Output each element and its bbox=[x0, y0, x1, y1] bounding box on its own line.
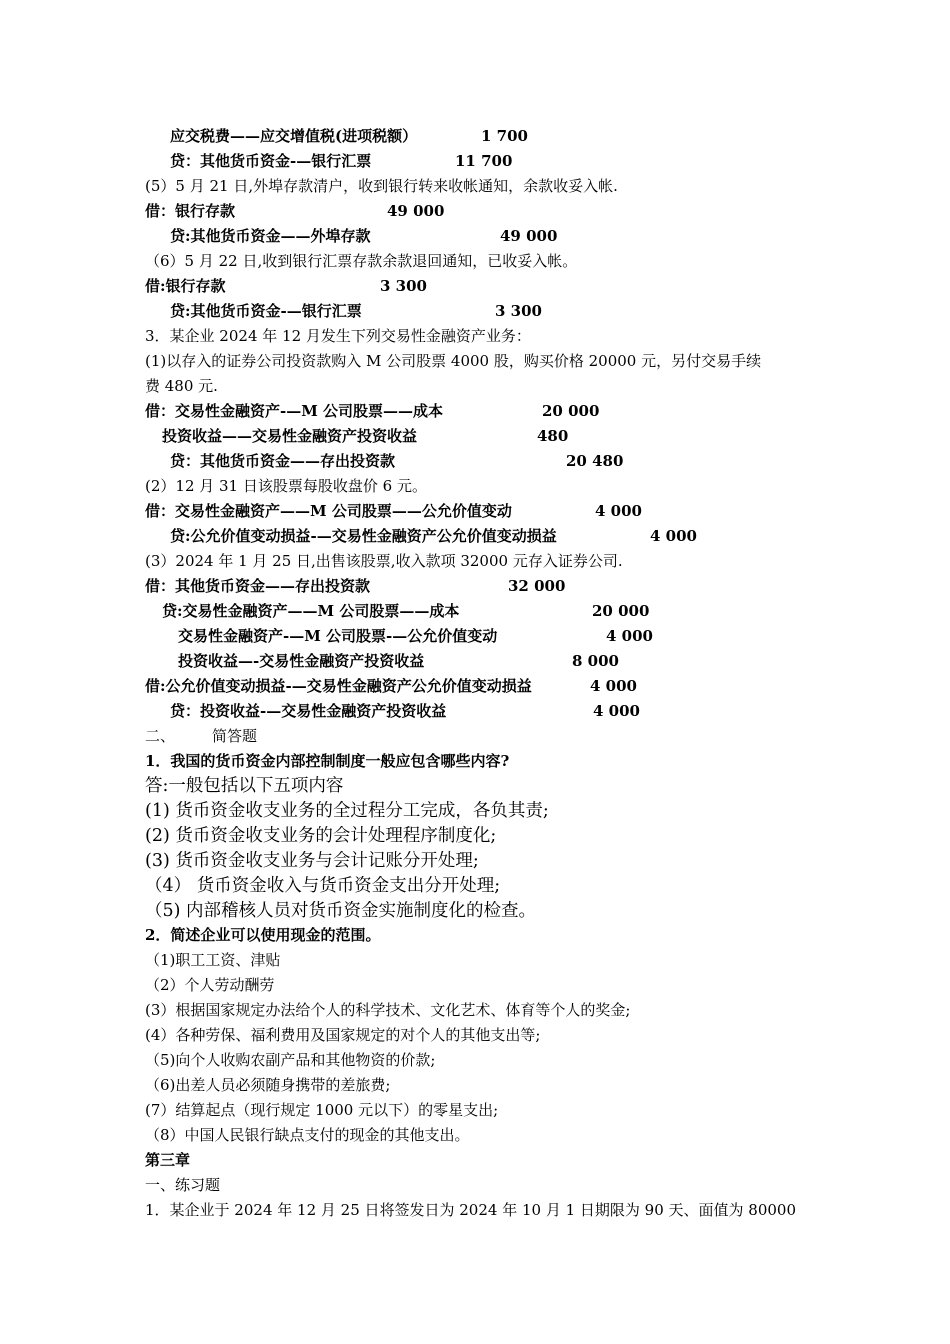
answer-line: (2) 货币资金收支业务的会计处理程序制度化; bbox=[145, 826, 497, 846]
text-line: 费 480 元. bbox=[145, 377, 218, 395]
entry-text: 贷：其他货币资金-—银行汇票 bbox=[170, 152, 372, 170]
list-item: （2）个人劳动酬劳 bbox=[145, 976, 275, 994]
entry-text: 贷:其他货币资金-—银行汇票 bbox=[170, 302, 362, 320]
question-heading: 1．我国的货币资金内部控制制度一般应包含哪些内容? bbox=[145, 752, 510, 770]
entry-text: 应交税费——应交增值税(进项税额） bbox=[170, 127, 418, 145]
list-item: （1)职工工资、津贴 bbox=[145, 951, 281, 969]
entry-amount: 20 480 bbox=[566, 452, 624, 470]
entry-text: 贷:其他货币资金——外埠存款 bbox=[170, 227, 371, 245]
entry-amount: 1 700 bbox=[481, 127, 528, 145]
entry-text: 贷：其他货币资金——存出投资款 bbox=[170, 452, 396, 470]
entry-amount: 3 300 bbox=[380, 277, 427, 295]
answer-line: (3) 货币资金收支业务与会计记账分开处理; bbox=[145, 851, 479, 871]
entry-text: 借:公允价值变动损益-—交易性金融资产公允价值变动损益 bbox=[145, 677, 532, 695]
entry-text: 投资收益—-交易性金融资产投资收益 bbox=[178, 652, 425, 670]
entry-text: 贷:交易性金融资产——M 公司股票——成本 bbox=[162, 602, 460, 620]
section-title: 简答题 bbox=[212, 727, 258, 745]
entry-amount: 32 000 bbox=[508, 577, 566, 595]
entry-amount: 4 000 bbox=[595, 502, 642, 520]
entry-amount: 49 000 bbox=[500, 227, 558, 245]
text-line: 3．某企业 2024 年 12 月发生下列交易性金融资产业务： bbox=[145, 327, 531, 345]
entry-amount: 4 000 bbox=[650, 527, 697, 545]
entry-amount: 20 000 bbox=[592, 602, 650, 620]
entry-text: 贷:公允价值变动损益-—交易性金融资产公允价值变动损益 bbox=[170, 527, 557, 545]
entry-amount: 11 700 bbox=[455, 152, 513, 170]
entry-amount: 20 000 bbox=[542, 402, 600, 420]
entry-text: 借：银行存款 bbox=[145, 202, 236, 220]
entry-text: 借：交易性金融资产-—M 公司股票——成本 bbox=[145, 402, 444, 420]
entry-amount: 480 bbox=[537, 427, 569, 445]
chapter-title: 第三章 bbox=[145, 1151, 191, 1169]
answer-line: (1) 货币资金收支业务的全过程分工完成，各负其责; bbox=[145, 801, 549, 821]
entry-amount: 49 000 bbox=[387, 202, 445, 220]
text-line: (5）5 月 21 日,外埠存款清户，收到银行转来收帐通知，余款收妥入帐. bbox=[145, 177, 618, 195]
entry-amount: 4 000 bbox=[590, 677, 637, 695]
list-item: （8）中国人民银行缺点支付的现金的其他支出。 bbox=[145, 1126, 470, 1144]
entry-text: 投资收益——交易性金融资产投资收益 bbox=[162, 427, 418, 445]
text-line: (2）12 月 31 日该股票每股收盘价 6 元。 bbox=[145, 477, 427, 495]
section-heading: 一、练习题 bbox=[145, 1176, 221, 1194]
entry-amount: 8 000 bbox=[572, 652, 619, 670]
entry-text: 借:银行存款 bbox=[145, 277, 226, 295]
text-line: （6）5 月 22 日,收到银行汇票存款余款退回通知，已收妥入帐。 bbox=[145, 252, 578, 270]
list-item: (7）结算起点（现行规定 1000 元以下）的零星支出; bbox=[145, 1101, 499, 1119]
text-line: (1)以存入的证券公司投资款购入 M 公司股票 4000 股，购买价格 20000 元，另付交易手续 bbox=[145, 352, 762, 370]
entry-amount: 3 300 bbox=[495, 302, 542, 320]
answer-line: 答:一般包括以下五项内容 bbox=[145, 776, 344, 796]
entry-text: 借：其他货币资金——存出投资款 bbox=[145, 577, 371, 595]
text-line: 1．某企业于 2024 年 12 月 25 日将签发日为 2024 年 10 月 1 日期限为 90 天、面值为 80000 bbox=[145, 1201, 797, 1219]
entry-amount: 4 000 bbox=[593, 702, 640, 720]
list-item: (4）各种劳保、福利费用及国家规定的对个人的其他支出等; bbox=[145, 1026, 541, 1044]
question-heading: 2．简述企业可以使用现金的范围。 bbox=[145, 926, 381, 944]
entry-text: 借：交易性金融资产——M 公司股票——公允价值变动 bbox=[145, 502, 512, 520]
entry-amount: 4 000 bbox=[606, 627, 653, 645]
list-item: （5)向个人收购农副产品和其他物资的价款; bbox=[145, 1051, 436, 1069]
text-line: (3）2024 年 1 月 25 日,出售该股票,收入款项 32000 元存入证券公司. bbox=[145, 552, 623, 570]
section-number: 二、 bbox=[145, 727, 176, 745]
list-item: (3）根据国家规定办法给个人的科学技术、文化艺术、体育等个人的奖金; bbox=[145, 1001, 631, 1019]
answer-line: （4） 货币资金收入与货币资金支出分开处理; bbox=[145, 876, 501, 896]
entry-text: 交易性金融资产-—M 公司股票-—公允价值变动 bbox=[178, 627, 498, 645]
entry-text: 贷：投资收益-—交易性金融资产投资收益 bbox=[170, 702, 447, 720]
list-item: （6)出差人员必须随身携带的差旅费; bbox=[145, 1076, 391, 1094]
answer-line: （5) 内部稽核人员对货币资金实施制度化的检查。 bbox=[145, 901, 537, 921]
